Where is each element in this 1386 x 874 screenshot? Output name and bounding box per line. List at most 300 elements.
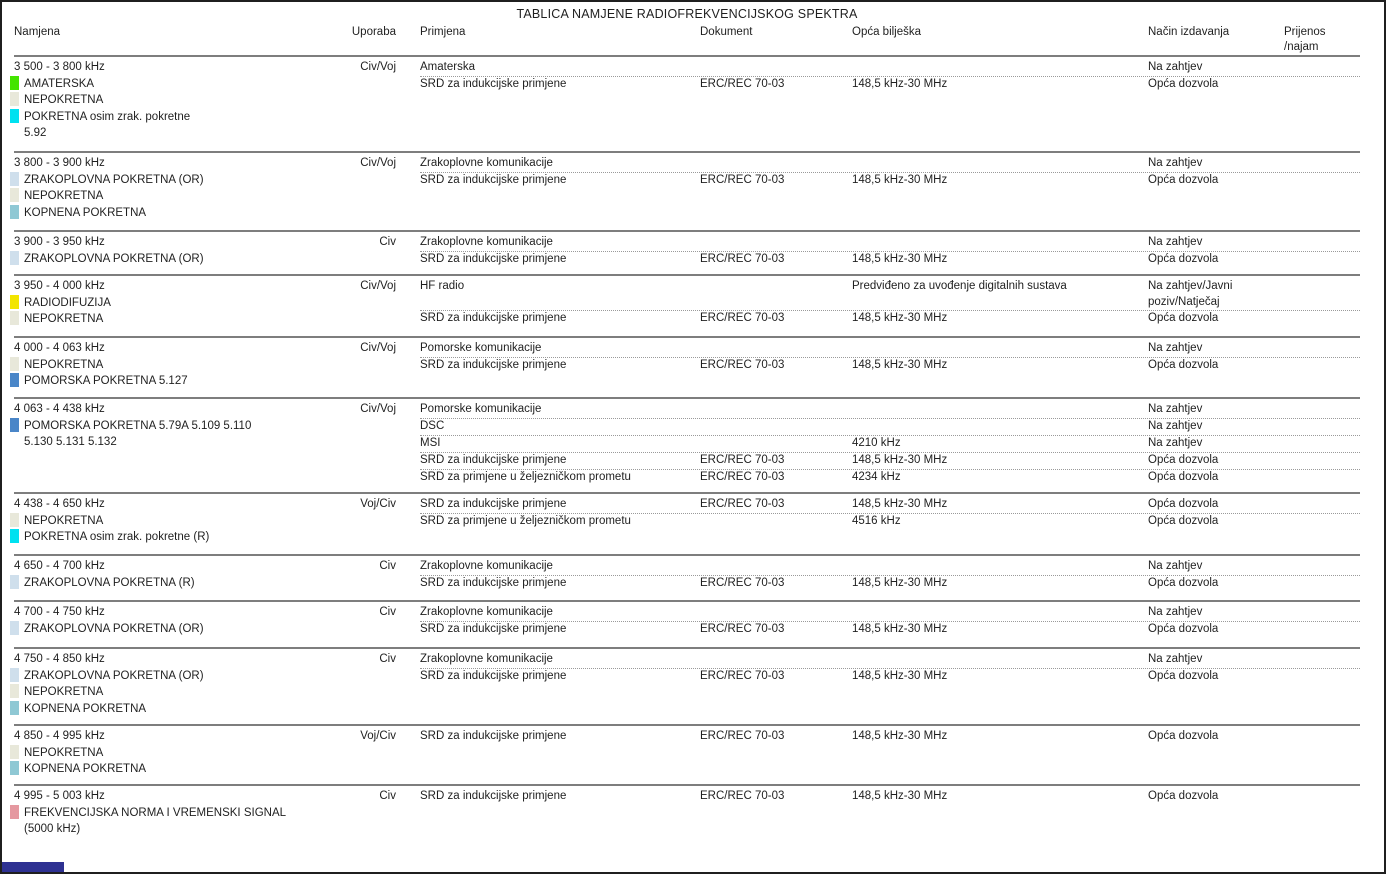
allocation-line bbox=[10, 205, 342, 222]
service-dokument bbox=[700, 235, 852, 251]
band-block bbox=[14, 397, 1360, 492]
service-prijenos bbox=[1284, 514, 1360, 530]
allocation-color-swatch bbox=[10, 621, 19, 635]
namjena-cell bbox=[14, 60, 342, 151]
service-primjena: MSI bbox=[420, 437, 441, 449]
service-prijenos bbox=[1284, 669, 1360, 685]
service-dokument: ERC/REC 70-03 bbox=[700, 174, 785, 186]
service-dokument bbox=[700, 514, 852, 530]
column-header-opca-biljeska: Opća bilješka bbox=[852, 26, 922, 38]
services-list bbox=[420, 605, 1360, 647]
namjena-cell bbox=[14, 652, 342, 724]
allocation-label: KOPNENA POKRETNA bbox=[24, 763, 147, 775]
service-primjena: SRD za indukcijske primjene bbox=[420, 790, 567, 802]
allocation-label: NEPOKRETNA bbox=[24, 94, 104, 106]
allocation-label: NEPOKRETNA bbox=[24, 514, 104, 527]
allocation-color-swatch bbox=[10, 295, 19, 309]
service-prijenos bbox=[1284, 252, 1360, 268]
allocation-label: POMORSKA POKRETNA 5.79A 5.109 5.110 bbox=[24, 419, 252, 432]
services-list bbox=[420, 60, 1360, 151]
column-header-dokument: Dokument bbox=[700, 26, 753, 38]
allocation-color-swatch bbox=[10, 761, 19, 775]
band-range-label: 4 650 - 4 700 kHz bbox=[14, 560, 105, 572]
service-biljeska bbox=[852, 235, 1148, 251]
service-dokument bbox=[700, 436, 852, 452]
service-row bbox=[420, 279, 1360, 311]
allocation-color-swatch bbox=[10, 418, 19, 432]
allocation-label: ZRAKOPLOVNA POKRETNA (OR) bbox=[24, 252, 204, 265]
service-primjena: SRD za indukcijske primjene bbox=[420, 174, 567, 186]
allocation-swatch-spacer bbox=[10, 821, 19, 835]
service-prijenos bbox=[1284, 311, 1360, 327]
namjena-cell bbox=[14, 341, 342, 397]
service-biljeska: 148,5 kHz-30 MHz bbox=[852, 790, 948, 802]
service-biljeska bbox=[852, 605, 1148, 621]
service-izdavanje: Opća dozvola bbox=[1148, 312, 1219, 324]
service-row bbox=[420, 652, 1360, 669]
service-row bbox=[420, 514, 1360, 530]
namjena-cell bbox=[14, 156, 342, 230]
band-range-label: 3 950 - 4 000 kHz bbox=[14, 280, 105, 292]
allocation-color-swatch bbox=[10, 529, 19, 543]
band-range-label: 4 850 - 4 995 kHz bbox=[14, 730, 105, 742]
allocation-label: ZRAKOPLOVNA POKRETNA (OR) bbox=[24, 622, 204, 635]
service-prijenos bbox=[1284, 358, 1360, 374]
uporaba-value: Civ bbox=[379, 653, 396, 665]
service-primjena: SRD za indukcijske primjene bbox=[420, 730, 567, 742]
allocation-label: NEPOKRETNA bbox=[24, 746, 104, 759]
service-row bbox=[420, 311, 1360, 327]
services-list bbox=[420, 497, 1360, 554]
service-dokument bbox=[700, 341, 852, 357]
table-body bbox=[14, 55, 1360, 856]
service-row bbox=[420, 453, 1360, 470]
header-spacer bbox=[400, 25, 420, 55]
service-izdavanje: Na zahtjev bbox=[1148, 437, 1203, 449]
allocation-color-swatch bbox=[10, 805, 19, 819]
allocation-swatch-spacer bbox=[10, 125, 19, 139]
allocation-line bbox=[10, 529, 342, 546]
allocation-color-swatch bbox=[10, 373, 19, 387]
column-header-nacin-izdavanja: Način izdavanja bbox=[1148, 26, 1230, 38]
service-prijenos bbox=[1284, 559, 1360, 575]
band-block bbox=[14, 600, 1360, 647]
allocation-color-swatch bbox=[10, 76, 19, 90]
allocation-color-swatch bbox=[10, 251, 19, 265]
service-izdavanje: Opća dozvola bbox=[1148, 253, 1219, 265]
service-prijenos bbox=[1284, 652, 1360, 668]
uporaba-value: Civ/Voj bbox=[360, 61, 396, 73]
allocation-line bbox=[10, 684, 342, 701]
allocation-label: ZRAKOPLOVNA POKRETNA (R) bbox=[24, 576, 195, 589]
service-row bbox=[420, 470, 1360, 486]
service-biljeska: 148,5 kHz-30 MHz bbox=[852, 498, 948, 510]
service-prijenos bbox=[1284, 453, 1360, 469]
service-prijenos bbox=[1284, 497, 1360, 513]
service-biljeska bbox=[852, 156, 1148, 172]
service-izdavanje: Na zahtjev bbox=[1148, 403, 1203, 415]
service-izdavanje: Opća dozvola bbox=[1148, 577, 1219, 589]
service-prijenos bbox=[1284, 279, 1360, 310]
service-row bbox=[420, 402, 1360, 419]
namjena-cell bbox=[14, 729, 342, 784]
service-primjena: Pomorske komunikacije bbox=[420, 342, 542, 354]
column-header-prijenos-line2: /najam bbox=[1284, 41, 1319, 53]
service-dokument: ERC/REC 70-03 bbox=[700, 471, 785, 483]
service-prijenos bbox=[1284, 729, 1360, 745]
band-block bbox=[14, 724, 1360, 784]
service-primjena: SRD za indukcijske primjene bbox=[420, 670, 567, 682]
service-izdavanje: Opća dozvola bbox=[1148, 498, 1219, 510]
service-prijenos bbox=[1284, 402, 1360, 418]
allocation-swatch-spacer bbox=[10, 434, 19, 448]
service-row bbox=[420, 156, 1360, 173]
column-header-prijenos-line1: Prijenos bbox=[1284, 26, 1326, 38]
allocation-label: 5.130 5.131 5.132 bbox=[24, 436, 117, 448]
table-content bbox=[2, 2, 1384, 856]
namjena-cell bbox=[14, 789, 342, 856]
service-primjena: SRD za primjene u željezničkom prometu bbox=[420, 515, 631, 527]
services-list bbox=[420, 402, 1360, 492]
service-dokument: ERC/REC 70-03 bbox=[700, 790, 785, 802]
service-biljeska: 148,5 kHz-30 MHz bbox=[852, 312, 948, 324]
service-row bbox=[420, 559, 1360, 576]
allocation-line bbox=[10, 295, 342, 312]
service-izdavanje: Opća dozvola bbox=[1148, 78, 1219, 90]
service-biljeska: 4234 kHz bbox=[852, 471, 901, 483]
allocation-label: POMORSKA POKRETNA 5.127 bbox=[24, 375, 188, 387]
allocation-color-swatch bbox=[10, 205, 19, 219]
service-izdavanje: Opća dozvola bbox=[1148, 515, 1219, 527]
allocation-line bbox=[10, 251, 342, 268]
allocation-line bbox=[10, 701, 342, 718]
uporaba-value: Voj/Civ bbox=[360, 730, 396, 742]
service-prijenos bbox=[1284, 470, 1360, 486]
service-izdavanje: Opća dozvola bbox=[1148, 359, 1219, 371]
service-izdavanje: Na zahtjev bbox=[1148, 342, 1203, 354]
service-primjena: Amaterska bbox=[420, 61, 475, 73]
allocation-line bbox=[10, 668, 342, 685]
allocation-color-swatch bbox=[10, 311, 19, 325]
allocation-label: 5.92 bbox=[24, 127, 47, 139]
service-row bbox=[420, 436, 1360, 453]
service-izdavanje: Na zahtjev/Javni poziv/Natječaj bbox=[1148, 280, 1233, 308]
allocation-line bbox=[10, 418, 342, 435]
service-dokument: ERC/REC 70-03 bbox=[700, 359, 785, 371]
column-header-uporaba: Uporaba bbox=[351, 26, 396, 38]
uporaba-value: Civ/Voj bbox=[360, 403, 396, 415]
service-primjena: SRD za indukcijske primjene bbox=[420, 454, 567, 466]
service-dokument: ERC/REC 70-03 bbox=[700, 730, 785, 742]
band-block bbox=[14, 554, 1360, 600]
service-izdavanje: Opća dozvola bbox=[1148, 623, 1219, 635]
service-dokument bbox=[700, 559, 852, 575]
allocation-label: RADIODIFUZIJA bbox=[24, 296, 111, 309]
service-row bbox=[420, 235, 1360, 252]
service-biljeska bbox=[852, 419, 1148, 435]
uporaba-value: Civ/Voj bbox=[360, 157, 396, 169]
allocation-line bbox=[10, 109, 342, 126]
services-list bbox=[420, 652, 1360, 724]
service-row bbox=[420, 789, 1360, 805]
service-izdavanje: Opća dozvola bbox=[1148, 174, 1219, 186]
service-prijenos bbox=[1284, 60, 1360, 76]
service-row bbox=[420, 341, 1360, 358]
services-list bbox=[420, 341, 1360, 397]
service-biljeska: 4516 kHz bbox=[852, 515, 901, 527]
service-primjena: Zrakoplovne komunikacije bbox=[420, 157, 553, 169]
uporaba-value: Civ/Voj bbox=[360, 342, 396, 354]
band-range-label: 4 063 - 4 438 kHz bbox=[14, 403, 105, 415]
services-list bbox=[420, 789, 1360, 856]
allocation-line bbox=[10, 761, 342, 778]
band-block bbox=[14, 492, 1360, 554]
band-block bbox=[14, 151, 1360, 230]
service-dokument bbox=[700, 605, 852, 621]
service-izdavanje: Opća dozvola bbox=[1148, 670, 1219, 682]
service-row bbox=[420, 576, 1360, 592]
allocation-label: ZRAKOPLOVNA POKRETNA (OR) bbox=[24, 173, 204, 186]
services-list bbox=[420, 729, 1360, 784]
column-header-prijenos-najam bbox=[1284, 25, 1360, 55]
uporaba-value: Civ/Voj bbox=[360, 280, 396, 292]
service-dokument: ERC/REC 70-03 bbox=[700, 623, 785, 635]
service-row bbox=[420, 173, 1360, 189]
service-dokument: ERC/REC 70-03 bbox=[700, 670, 785, 682]
service-dokument bbox=[700, 652, 852, 668]
allocation-label: (5000 kHz) bbox=[24, 823, 81, 835]
service-primjena: Zrakoplovne komunikacije bbox=[420, 560, 553, 572]
allocation-label: AMATERSKA bbox=[24, 77, 95, 90]
service-dokument bbox=[700, 402, 852, 418]
band-range-label: 3 900 - 3 950 kHz bbox=[14, 236, 105, 248]
service-dokument: ERC/REC 70-03 bbox=[700, 253, 785, 265]
allocation-color-swatch bbox=[10, 745, 19, 759]
page-title: TABLICA NAMJENE RADIOFREKVENCIJSKOG SPEKTRA bbox=[516, 7, 858, 21]
allocation-label: ZRAKOPLOVNA POKRETNA (OR) bbox=[24, 669, 204, 682]
service-row bbox=[420, 252, 1360, 268]
namjena-cell bbox=[14, 279, 342, 336]
service-prijenos bbox=[1284, 77, 1360, 93]
service-row bbox=[420, 497, 1360, 514]
service-biljeska bbox=[852, 341, 1148, 357]
service-row bbox=[420, 419, 1360, 436]
namjena-cell bbox=[14, 559, 342, 600]
allocation-label: NEPOKRETNA bbox=[24, 313, 104, 325]
service-prijenos bbox=[1284, 173, 1360, 189]
namjena-cell bbox=[14, 605, 342, 647]
uporaba-value: Civ bbox=[379, 790, 396, 802]
service-primjena: SRD za indukcijske primjene bbox=[420, 359, 567, 371]
band-block bbox=[14, 647, 1360, 724]
allocation-label: KOPNENA POKRETNA bbox=[24, 206, 147, 219]
band-block bbox=[14, 336, 1360, 397]
service-prijenos bbox=[1284, 341, 1360, 357]
allocation-color-swatch bbox=[10, 575, 19, 589]
service-dokument bbox=[700, 60, 852, 76]
allocation-label: NEPOKRETNA bbox=[24, 190, 104, 202]
service-prijenos bbox=[1284, 436, 1360, 452]
service-dokument bbox=[700, 419, 852, 435]
allocation-color-swatch bbox=[10, 92, 19, 106]
services-list bbox=[420, 156, 1360, 230]
service-prijenos bbox=[1284, 235, 1360, 251]
service-izdavanje: Opća dozvola bbox=[1148, 454, 1219, 466]
namjena-cell bbox=[14, 402, 342, 492]
service-prijenos bbox=[1284, 156, 1360, 172]
services-list bbox=[420, 559, 1360, 600]
allocation-line bbox=[10, 434, 342, 451]
service-izdavanje: Na zahtjev bbox=[1148, 236, 1203, 248]
allocation-line bbox=[10, 821, 342, 838]
service-izdavanje: Na zahtjev bbox=[1148, 606, 1203, 618]
band-block bbox=[14, 55, 1360, 151]
allocation-line bbox=[10, 92, 342, 109]
service-dokument: ERC/REC 70-03 bbox=[700, 498, 785, 510]
service-primjena: HF radio bbox=[420, 280, 465, 292]
allocation-color-swatch bbox=[10, 668, 19, 682]
service-dokument: ERC/REC 70-03 bbox=[700, 577, 785, 589]
bottom-left-blue-bar bbox=[2, 862, 64, 872]
service-dokument: ERC/REC 70-03 bbox=[700, 454, 785, 466]
service-biljeska bbox=[852, 402, 1148, 418]
service-izdavanje: Opća dozvola bbox=[1148, 730, 1219, 742]
service-dokument: ERC/REC 70-03 bbox=[700, 312, 785, 324]
allocation-label: NEPOKRETNA bbox=[24, 686, 104, 698]
services-list bbox=[420, 235, 1360, 274]
service-biljeska bbox=[852, 652, 1148, 668]
allocation-line bbox=[10, 513, 342, 530]
service-biljeska: 148,5 kHz-30 MHz bbox=[852, 359, 948, 371]
allocation-line bbox=[10, 621, 342, 638]
allocation-line bbox=[10, 125, 342, 142]
allocation-line bbox=[10, 357, 342, 374]
service-biljeska bbox=[852, 60, 1148, 76]
allocation-line bbox=[10, 373, 342, 390]
service-prijenos bbox=[1284, 622, 1360, 638]
service-primjena: SRD za indukcijske primjene bbox=[420, 577, 567, 589]
services-list bbox=[420, 279, 1360, 336]
allocation-label: FREKVENCIJSKA NORMA I VREMENSKI SIGNAL bbox=[24, 806, 287, 819]
band-range-label: 4 700 - 4 750 kHz bbox=[14, 606, 105, 618]
service-dokument: ERC/REC 70-03 bbox=[700, 78, 785, 90]
service-primjena: SRD za indukcijske primjene bbox=[420, 312, 567, 324]
service-row bbox=[420, 622, 1360, 638]
band-range-label: 3 800 - 3 900 kHz bbox=[14, 157, 105, 169]
band-range-label: 4 995 - 5 003 kHz bbox=[14, 790, 105, 802]
service-prijenos bbox=[1284, 789, 1360, 805]
allocation-label: POKRETNA osim zrak. pokretne (R) bbox=[24, 531, 210, 543]
allocation-color-swatch bbox=[10, 684, 19, 698]
band-range-label: 3 500 - 3 800 kHz bbox=[14, 61, 105, 73]
band-block bbox=[14, 230, 1360, 274]
service-biljeska: 148,5 kHz-30 MHz bbox=[852, 623, 948, 635]
service-row bbox=[420, 605, 1360, 622]
namjena-cell bbox=[14, 497, 342, 554]
band-range-label: 4 000 - 4 063 kHz bbox=[14, 342, 105, 354]
allocation-line bbox=[10, 311, 342, 328]
service-prijenos bbox=[1284, 419, 1360, 435]
service-row bbox=[420, 669, 1360, 685]
service-primjena: SRD za indukcijske primjene bbox=[420, 78, 567, 90]
allocation-color-swatch bbox=[10, 513, 19, 527]
column-header-row bbox=[14, 25, 1360, 55]
allocation-color-swatch bbox=[10, 109, 19, 123]
service-biljeska: 148,5 kHz-30 MHz bbox=[852, 670, 948, 682]
allocation-color-swatch bbox=[10, 172, 19, 186]
column-header-namjena: Namjena bbox=[14, 26, 61, 38]
band-block bbox=[14, 784, 1360, 856]
service-row bbox=[420, 60, 1360, 77]
band-range-label: 4 438 - 4 650 kHz bbox=[14, 498, 105, 510]
allocation-line bbox=[10, 172, 342, 189]
service-biljeska: 148,5 kHz-30 MHz bbox=[852, 577, 948, 589]
service-biljeska: 148,5 kHz-30 MHz bbox=[852, 454, 948, 466]
allocation-line bbox=[10, 188, 342, 205]
service-primjena: Zrakoplovne komunikacije bbox=[420, 653, 553, 665]
namjena-cell bbox=[14, 235, 342, 274]
service-dokument bbox=[700, 156, 852, 172]
service-izdavanje: Na zahtjev bbox=[1148, 653, 1203, 665]
service-biljeska: 4210 kHz bbox=[852, 437, 901, 449]
column-header-primjena: Primjena bbox=[420, 26, 466, 38]
service-izdavanje: Na zahtjev bbox=[1148, 157, 1203, 169]
allocation-line bbox=[10, 745, 342, 762]
uporaba-value: Voj/Civ bbox=[360, 498, 396, 510]
service-row bbox=[420, 77, 1360, 93]
service-prijenos bbox=[1284, 605, 1360, 621]
service-primjena: SRD za indukcijske primjene bbox=[420, 498, 567, 510]
service-izdavanje: Na zahtjev bbox=[1148, 560, 1203, 572]
uporaba-value: Civ bbox=[379, 560, 396, 572]
service-primjena: Zrakoplovne komunikacije bbox=[420, 606, 553, 618]
service-izdavanje: Opća dozvola bbox=[1148, 790, 1219, 802]
service-izdavanje: Na zahtjev bbox=[1148, 61, 1203, 73]
allocation-line bbox=[10, 805, 342, 822]
service-primjena: SRD za primjene u željezničkom prometu bbox=[420, 471, 631, 483]
service-biljeska: 148,5 kHz-30 MHz bbox=[852, 174, 948, 186]
service-row bbox=[420, 729, 1360, 745]
allocation-color-swatch bbox=[10, 701, 19, 715]
service-primjena: Zrakoplovne komunikacije bbox=[420, 236, 553, 248]
uporaba-value: Civ bbox=[379, 236, 396, 248]
service-biljeska: 148,5 kHz-30 MHz bbox=[852, 253, 948, 265]
service-biljeska: 148,5 kHz-30 MHz bbox=[852, 730, 948, 742]
uporaba-value: Civ bbox=[379, 606, 396, 618]
allocation-color-swatch bbox=[10, 188, 19, 202]
service-dokument bbox=[700, 279, 852, 310]
allocation-line bbox=[10, 575, 342, 592]
allocation-line bbox=[10, 76, 342, 93]
service-primjena: SRD za indukcijske primjene bbox=[420, 253, 567, 265]
service-biljeska: Predviđeno za uvođenje digitalnih sustava bbox=[852, 280, 1067, 292]
service-primjena: DSC bbox=[420, 420, 445, 432]
allocation-label: KOPNENA POKRETNA bbox=[24, 702, 147, 715]
allocation-color-swatch bbox=[10, 357, 19, 371]
service-prijenos bbox=[1284, 576, 1360, 592]
service-primjena: Pomorske komunikacije bbox=[420, 403, 542, 415]
service-biljeska: 148,5 kHz-30 MHz bbox=[852, 78, 948, 90]
band-block bbox=[14, 274, 1360, 336]
allocation-label: POKRETNA osim zrak. pokretne bbox=[24, 110, 191, 123]
service-biljeska bbox=[852, 559, 1148, 575]
service-izdavanje: Opća dozvola bbox=[1148, 471, 1219, 483]
service-primjena: SRD za indukcijske primjene bbox=[420, 623, 567, 635]
service-row bbox=[420, 358, 1360, 374]
allocation-label: NEPOKRETNA bbox=[24, 358, 104, 371]
band-range-label: 4 750 - 4 850 kHz bbox=[14, 653, 105, 665]
service-izdavanje: Na zahtjev bbox=[1148, 420, 1203, 432]
